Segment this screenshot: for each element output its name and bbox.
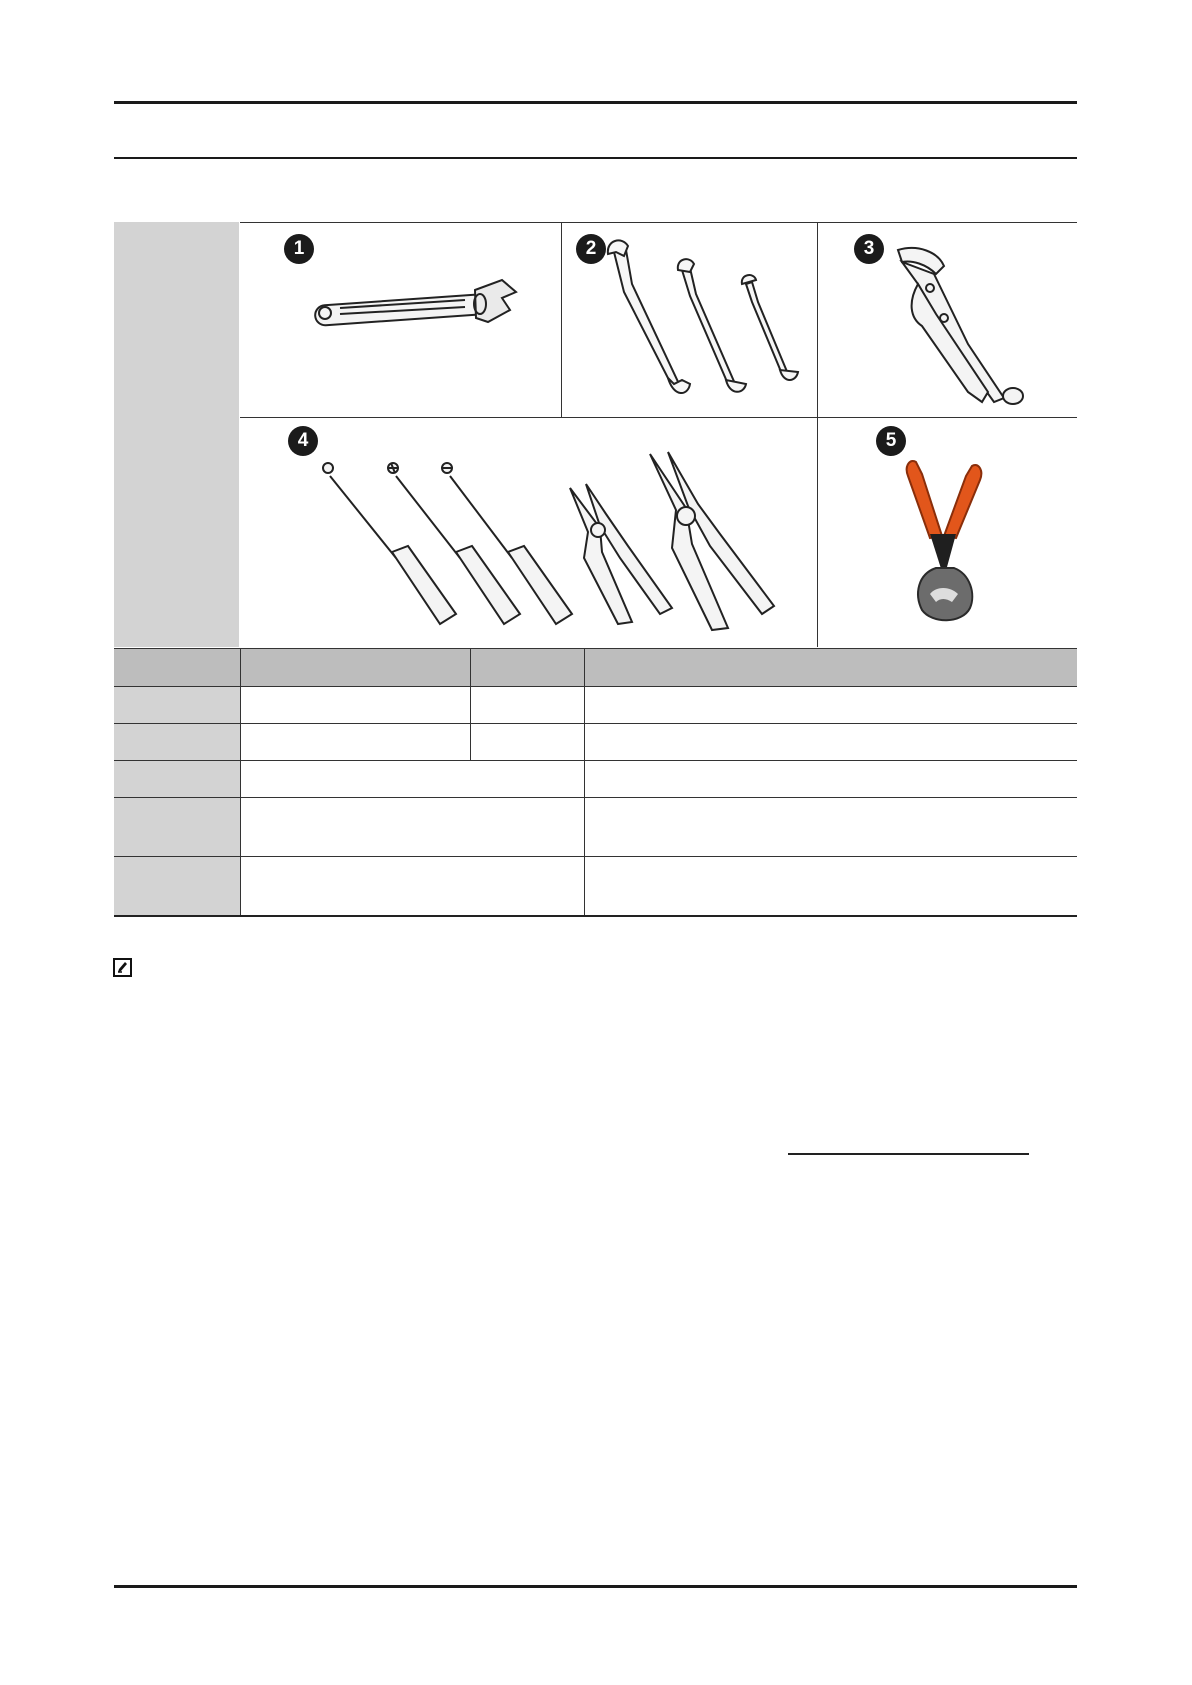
underline-mark — [788, 1153, 1029, 1155]
tools-figure — [114, 222, 1077, 647]
tool-number-badge: 3 — [854, 234, 884, 264]
table-cell — [584, 798, 1077, 857]
header-rule — [114, 157, 1077, 159]
row-label-cell — [114, 687, 240, 724]
header-cell — [584, 649, 1077, 687]
table-cell — [584, 687, 1077, 724]
tool-number-badge: 2 — [576, 234, 606, 264]
locking-pliers-icon — [818, 222, 1077, 417]
figure-col-divider — [561, 222, 562, 418]
table-cell — [470, 724, 584, 761]
table-row — [114, 798, 1077, 857]
row-label-cell — [114, 761, 240, 798]
tools-spec-table — [114, 648, 1077, 917]
table-cell — [584, 724, 1077, 761]
table-row — [114, 857, 1077, 917]
figure-top-border — [240, 222, 1077, 223]
table-cell — [240, 798, 584, 857]
adjustable-wrench-icon — [240, 222, 561, 417]
table-cell — [240, 687, 470, 724]
table-cell — [240, 724, 470, 761]
tools-label-column — [114, 222, 239, 647]
tool-cell-4 — [240, 418, 817, 647]
table-header-row — [114, 649, 1077, 687]
row-label-cell — [114, 724, 240, 761]
table-cell — [584, 761, 1077, 798]
tool-number-badge: 4 — [288, 426, 318, 456]
table-row — [114, 687, 1077, 724]
tool-number-badge: 5 — [876, 426, 906, 456]
figure-col-divider — [817, 222, 818, 647]
note-icon — [113, 958, 132, 977]
figure-row-divider — [240, 417, 1077, 418]
tool-cell-5 — [818, 418, 1077, 647]
tool-cell-3 — [818, 222, 1077, 417]
table-row — [114, 761, 1077, 798]
open-end-spanners-icon — [562, 222, 817, 417]
table-row — [114, 724, 1077, 761]
table-cell — [584, 857, 1077, 917]
top-rule — [114, 101, 1077, 104]
header-cell — [240, 649, 470, 687]
table-cell — [240, 857, 584, 917]
row-label-cell — [114, 798, 240, 857]
tool-cell-2 — [562, 222, 817, 417]
row-label-cell — [114, 857, 240, 917]
end-cutting-nippers-icon — [818, 418, 1077, 647]
table-cell — [470, 687, 584, 724]
table-cell — [240, 761, 584, 798]
screwdrivers-and-pliers-icon — [240, 418, 817, 647]
footer-rule — [114, 1585, 1077, 1588]
tool-cell-1 — [240, 222, 561, 417]
header-cell — [470, 649, 584, 687]
tool-number-badge: 1 — [284, 234, 314, 264]
header-cell — [114, 649, 240, 687]
